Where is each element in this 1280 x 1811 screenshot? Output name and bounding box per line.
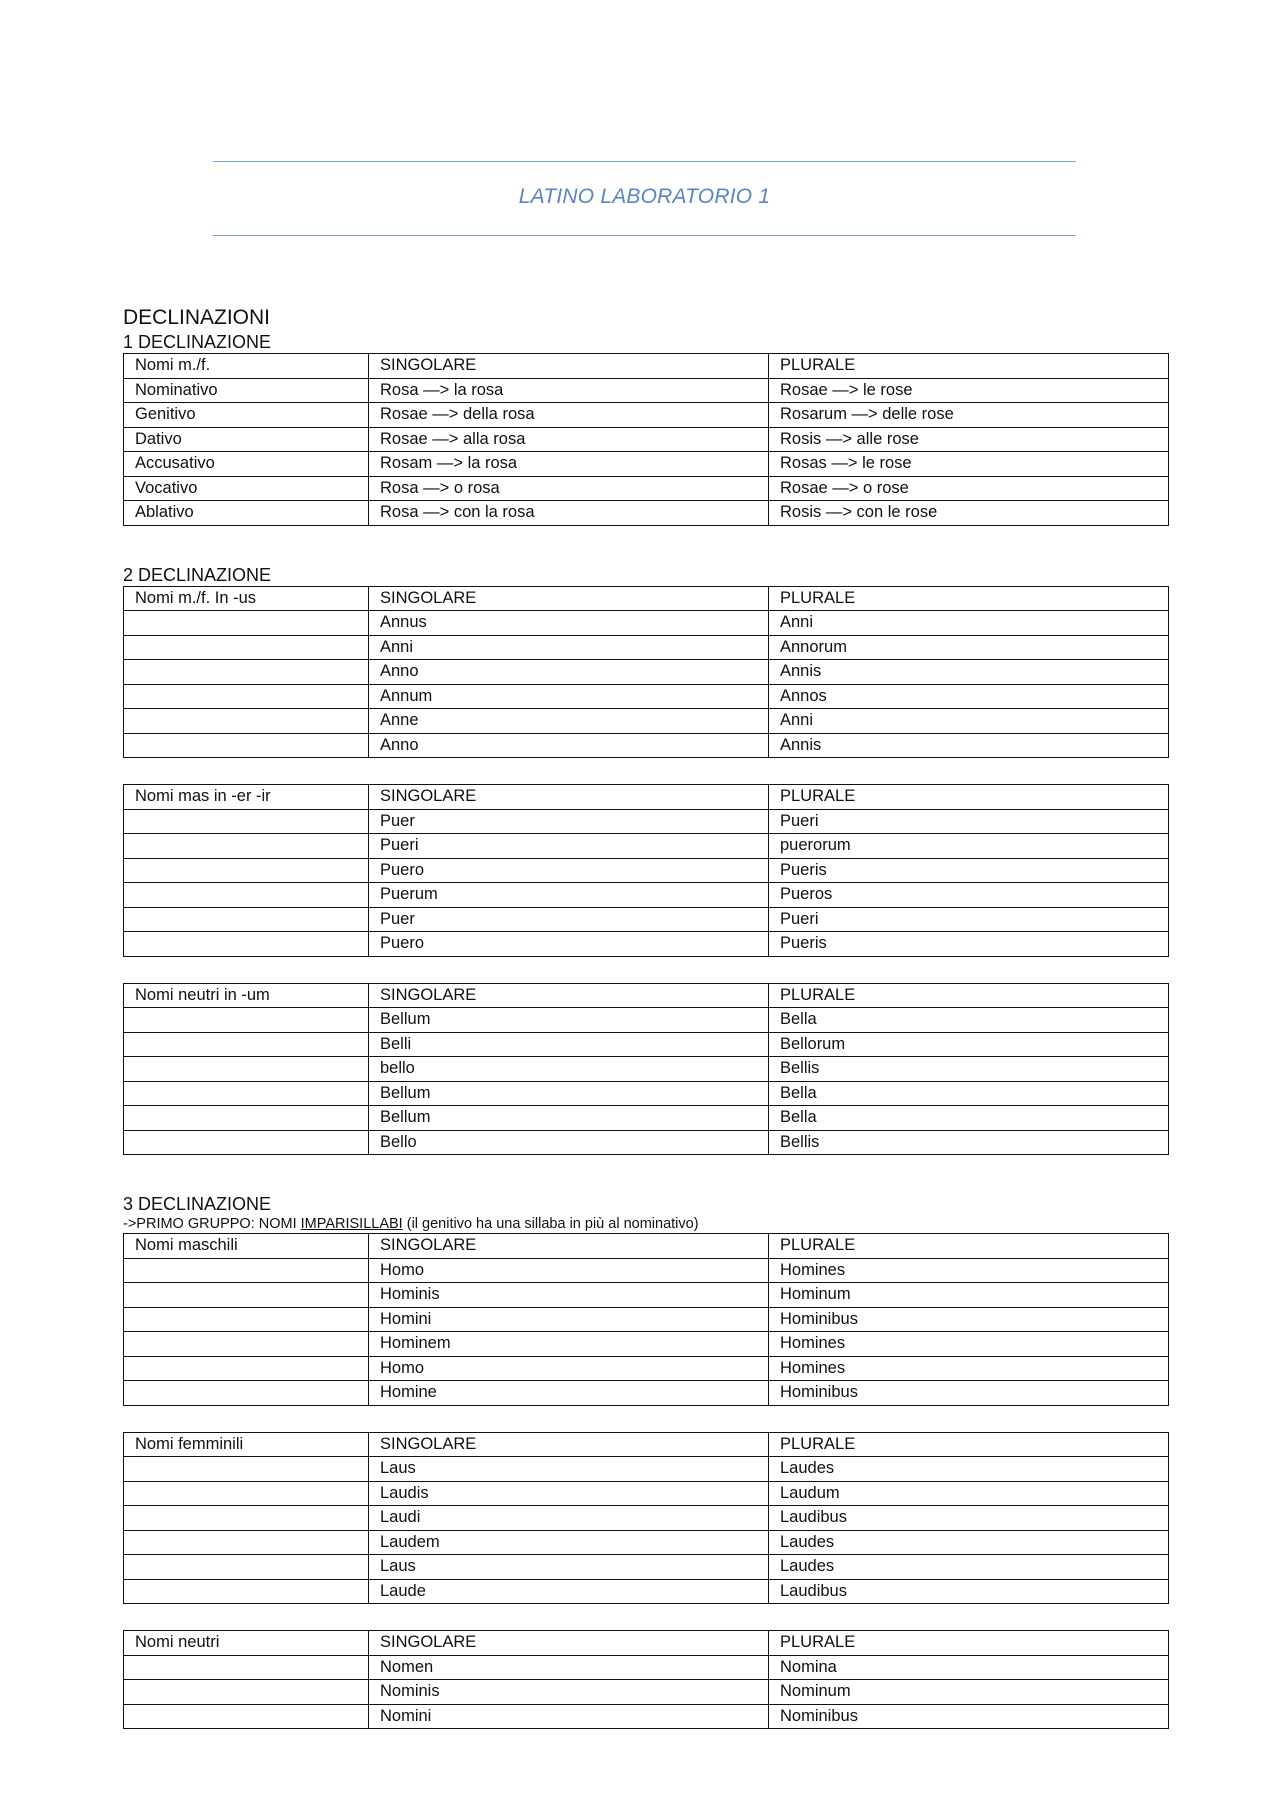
singular-cell: Pueri xyxy=(369,834,769,859)
plural-cell: Annorum xyxy=(769,635,1169,660)
case-cell xyxy=(124,883,369,908)
case-cell xyxy=(124,1130,369,1155)
table-row xyxy=(124,1356,1169,1381)
table-row xyxy=(124,1381,1169,1406)
singular-cell: Rosae —> alla rosa xyxy=(369,427,769,452)
singular-cell: Nomini xyxy=(369,1704,769,1729)
singular-cell: Puerum xyxy=(369,883,769,908)
plural-cell: Laudum xyxy=(769,1481,1169,1506)
case-cell xyxy=(124,1481,369,1506)
singular-cell: Hominis xyxy=(369,1283,769,1308)
case-cell xyxy=(124,1704,369,1729)
singular-cell: Laudis xyxy=(369,1481,769,1506)
singular-cell: SINGOLARE xyxy=(369,1631,769,1656)
plural-cell: Nominum xyxy=(769,1680,1169,1705)
plural-cell: Pueri xyxy=(769,809,1169,834)
plural-cell: Anni xyxy=(769,709,1169,734)
table-row xyxy=(124,1555,1169,1580)
table-header-row xyxy=(124,785,1169,810)
table-row xyxy=(124,1332,1169,1357)
singular-cell: Annum xyxy=(369,684,769,709)
singular-cell: Rosam —> la rosa xyxy=(369,452,769,477)
plural-cell: Bella xyxy=(769,1106,1169,1131)
table-row xyxy=(124,1032,1169,1057)
case-cell: Vocativo xyxy=(124,476,369,501)
plural-cell: Nominibus xyxy=(769,1704,1169,1729)
table-row xyxy=(124,1704,1169,1729)
plural-cell: Laudibus xyxy=(769,1579,1169,1604)
case-cell: Nomi maschili xyxy=(124,1234,369,1259)
table-row xyxy=(124,684,1169,709)
case-cell xyxy=(124,1032,369,1057)
singular-cell: Anno xyxy=(369,733,769,758)
table-row xyxy=(124,1106,1169,1131)
case-cell: Accusativo xyxy=(124,452,369,477)
group-note-suffix: (il genitivo ha una sillaba in più al nominativo) xyxy=(402,1216,699,1232)
table-row xyxy=(124,907,1169,932)
case-cell: Genitivo xyxy=(124,403,369,428)
table-header-row xyxy=(124,354,1169,379)
table-row xyxy=(124,452,1169,477)
plural-cell: Pueros xyxy=(769,883,1169,908)
singular-cell: SINGOLARE xyxy=(369,983,769,1008)
singular-cell: Laudem xyxy=(369,1530,769,1555)
singular-cell: SINGOLARE xyxy=(369,586,769,611)
table-row xyxy=(124,635,1169,660)
case-cell: Nomi neutri in -um xyxy=(124,983,369,1008)
plural-cell: Laudes xyxy=(769,1555,1169,1580)
table-row xyxy=(124,476,1169,501)
case-cell xyxy=(124,834,369,859)
case-cell xyxy=(124,1057,369,1082)
case-cell xyxy=(124,733,369,758)
case-cell xyxy=(124,809,369,834)
plural-cell: Annos xyxy=(769,684,1169,709)
group-note xyxy=(123,1215,1168,1233)
singular-cell: Puero xyxy=(369,932,769,957)
plural-cell: Homines xyxy=(769,1258,1169,1283)
table-row xyxy=(124,1307,1169,1332)
case-cell: Nomi m./f. xyxy=(124,354,369,379)
case-cell: Nomi femminili xyxy=(124,1432,369,1457)
singular-cell: Bellum xyxy=(369,1081,769,1106)
case-cell xyxy=(124,1283,369,1308)
plural-cell: Rosis —> alle rose xyxy=(769,427,1169,452)
plural-cell: Homines xyxy=(769,1332,1169,1357)
case-cell xyxy=(124,1106,369,1131)
plural-cell: Bellis xyxy=(769,1130,1169,1155)
plural-cell: Laudes xyxy=(769,1457,1169,1482)
group-note-underlined: IMPARISILLABI xyxy=(300,1216,403,1232)
singular-cell: SINGOLARE xyxy=(369,785,769,810)
plural-cell: PLURALE xyxy=(769,983,1169,1008)
singular-cell: Belli xyxy=(369,1032,769,1057)
section-title-third-declension: 3 DECLINAZIONE xyxy=(123,1194,272,1214)
plural-cell: Rosae —> le rose xyxy=(769,378,1169,403)
case-cell xyxy=(124,858,369,883)
plural-cell: PLURALE xyxy=(769,354,1169,379)
table-row xyxy=(124,660,1169,685)
declension-table xyxy=(123,1630,1169,1729)
group-note-prefix: ->PRIMO GRUPPO: NOMI xyxy=(123,1216,301,1232)
case-cell xyxy=(124,907,369,932)
title-rule-top xyxy=(213,161,1076,162)
declension-table xyxy=(123,353,1169,526)
table-row xyxy=(124,501,1169,526)
singular-cell: Bellum xyxy=(369,1106,769,1131)
singular-cell: Laudi xyxy=(369,1506,769,1531)
table-row xyxy=(124,403,1169,428)
table-row xyxy=(124,1008,1169,1033)
case-cell: Nomi neutri xyxy=(124,1631,369,1656)
plural-cell: Pueris xyxy=(769,858,1169,883)
plural-cell: PLURALE xyxy=(769,785,1169,810)
table-header-row xyxy=(124,586,1169,611)
table-row xyxy=(124,1655,1169,1680)
plural-cell: Pueri xyxy=(769,907,1169,932)
table-row xyxy=(124,1680,1169,1705)
singular-cell: SINGOLARE xyxy=(369,1432,769,1457)
table-header-row xyxy=(124,1234,1169,1259)
section-title-first-declension: 1 DECLINAZIONE xyxy=(123,332,272,352)
case-cell xyxy=(124,1008,369,1033)
table-header-row xyxy=(124,983,1169,1008)
case-cell xyxy=(124,684,369,709)
singular-cell: Rosa —> o rosa xyxy=(369,476,769,501)
table-row xyxy=(124,932,1169,957)
case-cell xyxy=(124,1457,369,1482)
table-row xyxy=(124,427,1169,452)
singular-cell: bello xyxy=(369,1057,769,1082)
plural-cell: Annis xyxy=(769,660,1169,685)
singular-cell: Bello xyxy=(369,1130,769,1155)
plural-cell: Laudibus xyxy=(769,1506,1169,1531)
case-cell: Nomi mas in -er -ir xyxy=(124,785,369,810)
singular-cell: SINGOLARE xyxy=(369,1234,769,1259)
case-cell xyxy=(124,1530,369,1555)
document-title: LATINO LABORATORIO 1 xyxy=(518,185,771,208)
case-cell xyxy=(124,1655,369,1680)
case-cell xyxy=(124,1680,369,1705)
singular-cell: SINGOLARE xyxy=(369,354,769,379)
singular-cell: Annus xyxy=(369,611,769,636)
table-row xyxy=(124,1258,1169,1283)
table-row xyxy=(124,1579,1169,1604)
plural-cell: Hominibus xyxy=(769,1307,1169,1332)
singular-cell: Puer xyxy=(369,809,769,834)
singular-cell: Puero xyxy=(369,858,769,883)
plural-cell: PLURALE xyxy=(769,1432,1169,1457)
table-row xyxy=(124,809,1169,834)
plural-cell: PLURALE xyxy=(769,586,1169,611)
declension-table xyxy=(123,586,1169,759)
singular-cell: Laus xyxy=(369,1457,769,1482)
table-row xyxy=(124,1057,1169,1082)
singular-cell: Rosae —> della rosa xyxy=(369,403,769,428)
singular-cell: Laude xyxy=(369,1579,769,1604)
singular-cell: Anni xyxy=(369,635,769,660)
case-cell xyxy=(124,1307,369,1332)
table-header-row xyxy=(124,1432,1169,1457)
table-header-row xyxy=(124,1631,1169,1656)
table-row xyxy=(124,611,1169,636)
case-cell xyxy=(124,1506,369,1531)
singular-cell: Bellum xyxy=(369,1008,769,1033)
case-cell xyxy=(124,660,369,685)
plural-cell: Rosis —> con le rose xyxy=(769,501,1169,526)
plural-cell: Hominum xyxy=(769,1283,1169,1308)
table-row xyxy=(124,1283,1169,1308)
plural-cell: Laudes xyxy=(769,1530,1169,1555)
table-row xyxy=(124,883,1169,908)
table-row xyxy=(124,858,1169,883)
plural-cell: Annis xyxy=(769,733,1169,758)
case-cell: Nominativo xyxy=(124,378,369,403)
plural-cell: Homines xyxy=(769,1356,1169,1381)
declension-table xyxy=(123,784,1169,957)
singular-cell: Rosa —> con la rosa xyxy=(369,501,769,526)
table-row xyxy=(124,1506,1169,1531)
plural-cell: Bella xyxy=(769,1081,1169,1106)
singular-cell: Hominem xyxy=(369,1332,769,1357)
singular-cell: Homine xyxy=(369,1381,769,1406)
singular-cell: Homo xyxy=(369,1258,769,1283)
declension-table xyxy=(123,983,1169,1156)
case-cell xyxy=(124,1381,369,1406)
main-heading: DECLINAZIONI xyxy=(123,306,271,329)
table-row xyxy=(124,378,1169,403)
case-cell xyxy=(124,932,369,957)
plural-cell: Nomina xyxy=(769,1655,1169,1680)
section-title-second-declension: 2 DECLINAZIONE xyxy=(123,564,272,585)
case-cell xyxy=(124,1081,369,1106)
plural-cell: PLURALE xyxy=(769,1631,1169,1656)
table-row xyxy=(124,1081,1169,1106)
singular-cell: Puer xyxy=(369,907,769,932)
table-row xyxy=(124,1130,1169,1155)
table-row xyxy=(124,733,1169,758)
case-cell xyxy=(124,1356,369,1381)
plural-cell: Bellis xyxy=(769,1057,1169,1082)
table-row xyxy=(124,1457,1169,1482)
plural-cell: Rosarum —> delle rose xyxy=(769,403,1169,428)
case-cell xyxy=(124,1258,369,1283)
plural-cell: Rosas —> le rose xyxy=(769,452,1169,477)
singular-cell: Anno xyxy=(369,660,769,685)
table-row xyxy=(124,709,1169,734)
case-cell xyxy=(124,1555,369,1580)
singular-cell: Nomen xyxy=(369,1655,769,1680)
case-cell: Dativo xyxy=(124,427,369,452)
plural-cell: Anni xyxy=(769,611,1169,636)
case-cell: Ablativo xyxy=(124,501,369,526)
declension-table xyxy=(123,1233,1169,1406)
case-cell: Nomi m./f. In -us xyxy=(124,586,369,611)
plural-cell: Rosae —> o rose xyxy=(769,476,1169,501)
case-cell xyxy=(124,635,369,660)
table-row xyxy=(124,1481,1169,1506)
singular-cell: Homo xyxy=(369,1356,769,1381)
singular-cell: Homini xyxy=(369,1307,769,1332)
plural-cell: Pueris xyxy=(769,932,1169,957)
case-cell xyxy=(124,611,369,636)
declension-table xyxy=(123,1432,1169,1605)
singular-cell: Anne xyxy=(369,709,769,734)
plural-cell: Hominibus xyxy=(769,1381,1169,1406)
plural-cell: PLURALE xyxy=(769,1234,1169,1259)
table-row xyxy=(124,834,1169,859)
case-cell xyxy=(124,1332,369,1357)
singular-cell: Laus xyxy=(369,1555,769,1580)
plural-cell: Bellorum xyxy=(769,1032,1169,1057)
plural-cell: Bella xyxy=(769,1008,1169,1033)
singular-cell: Rosa —> la rosa xyxy=(369,378,769,403)
singular-cell: Nominis xyxy=(369,1680,769,1705)
table-row xyxy=(124,1530,1169,1555)
case-cell xyxy=(124,1579,369,1604)
document-body xyxy=(123,305,1168,1729)
plural-cell: puerorum xyxy=(769,834,1169,859)
title-rule-bottom xyxy=(213,235,1076,236)
case-cell xyxy=(124,709,369,734)
